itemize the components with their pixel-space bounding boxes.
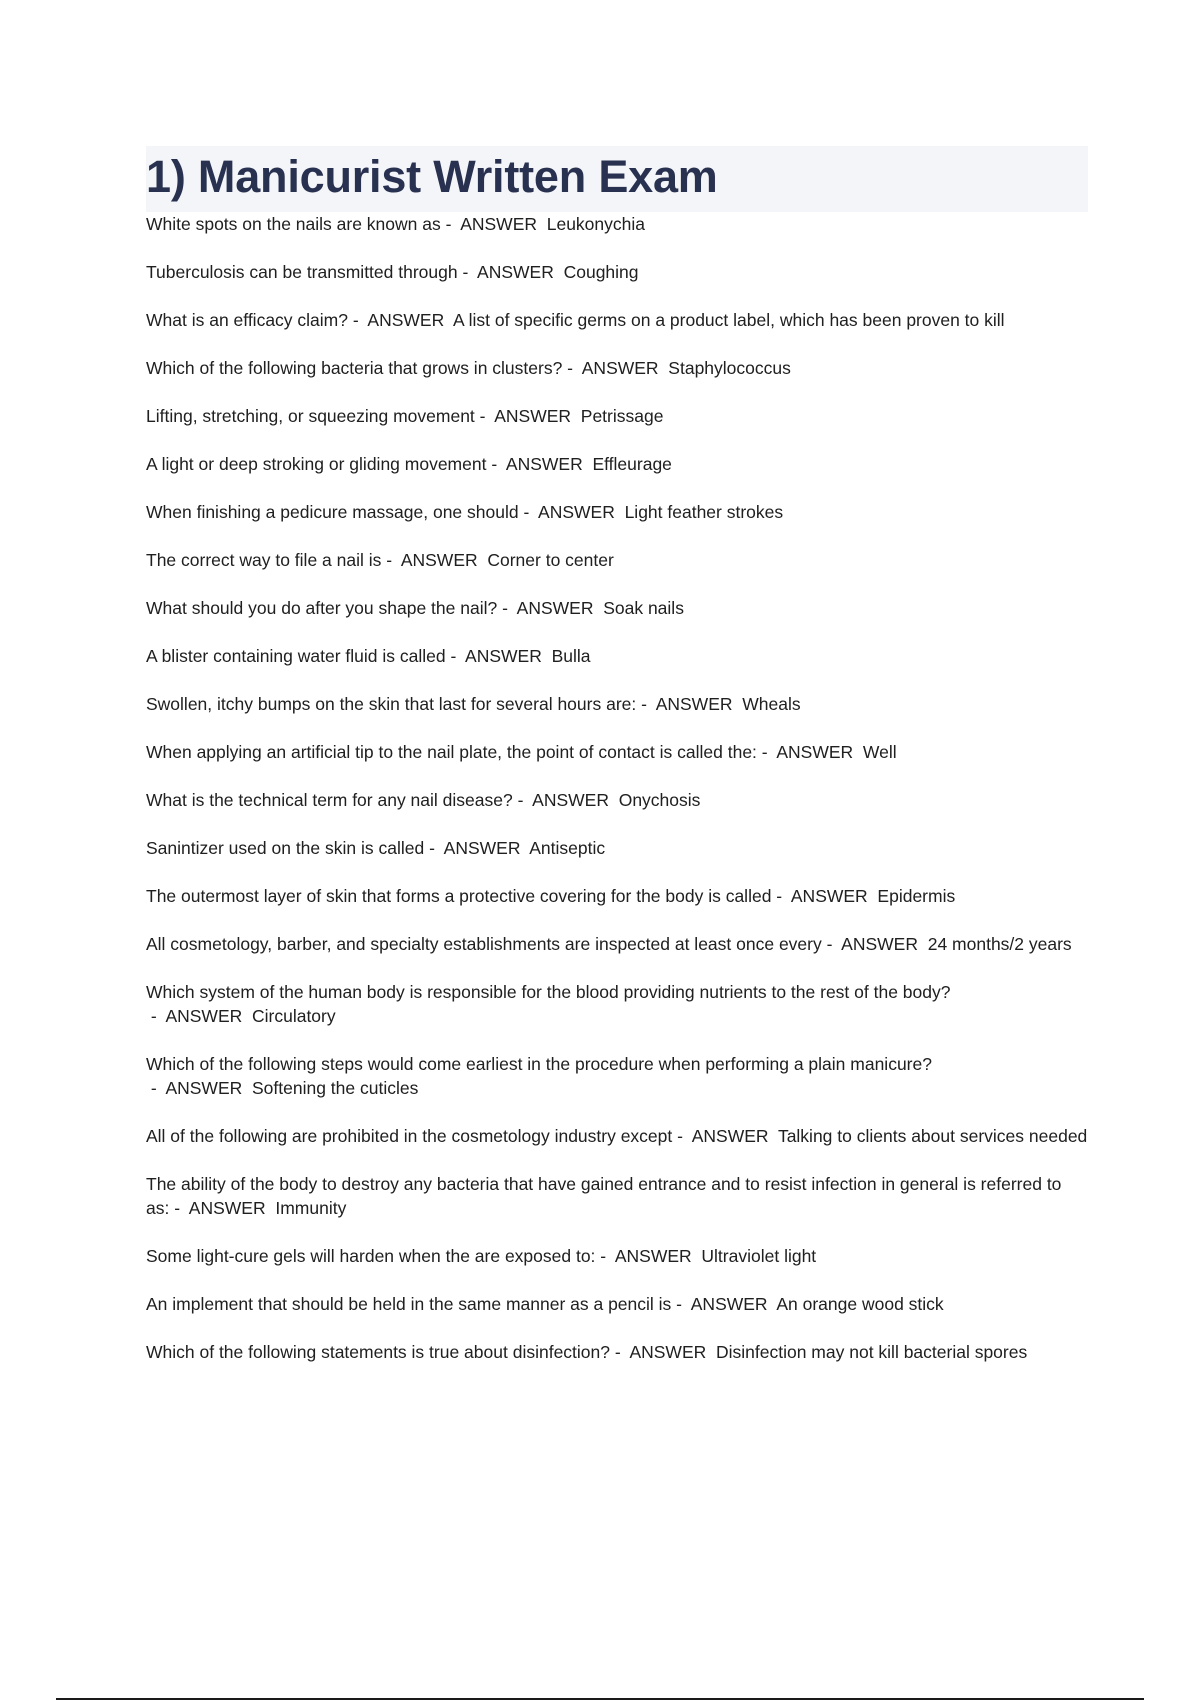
question-text: Swollen, itchy bumps on the skin that last for several hours are: xyxy=(146,694,637,714)
answer-separator: - ANSWER xyxy=(169,1198,276,1218)
answer-separator: - ANSWER xyxy=(672,1126,778,1146)
question-text: The ability of the body to destroy any bacteria that have gained entrance and to resist infection in general is referred to as: xyxy=(146,1174,1062,1218)
question-text: Which of the following statements is true about disinfection? xyxy=(146,1342,610,1362)
question-text: An implement that should be held in the same manner as a pencil is xyxy=(146,1294,672,1314)
question-text: All of the following are prohibited in the cosmetology industry except xyxy=(146,1126,673,1146)
qa-item xyxy=(146,1292,1088,1316)
qa-item xyxy=(146,308,1088,332)
qa-item xyxy=(146,1340,1088,1364)
answer-text: Well xyxy=(862,742,897,762)
answer-separator: - ANSWER xyxy=(518,502,625,522)
answer-separator: - ANSWER xyxy=(756,742,863,762)
qa-item xyxy=(146,692,1088,716)
question-text: Sanintizer used on the skin is called xyxy=(146,838,425,858)
question-text: Some light-cure gels will harden when the are exposed to: xyxy=(146,1246,596,1266)
question-text: The correct way to file a nail is xyxy=(146,550,382,570)
qa-item xyxy=(146,1052,1088,1100)
question-text: When applying an artificial tip to the nail plate, the point of contact is called the: xyxy=(146,742,757,762)
question-text: Which of the following steps would come earliest in the procedure when performing a plain manicure? xyxy=(146,1054,932,1074)
question-text: When finishing a pedicure massage, one should xyxy=(146,502,519,522)
answer-text: 24 months/2 years xyxy=(927,934,1072,954)
qa-list xyxy=(146,212,1088,1364)
answer-separator: - ANSWER xyxy=(595,1246,702,1266)
question-text: All cosmetology, barber, and specialty establishments are inspected at least once every xyxy=(146,934,822,954)
qa-item xyxy=(146,788,1088,812)
answer-text: Soak nails xyxy=(603,598,684,618)
answer-text: Coughing xyxy=(563,262,639,282)
qa-item xyxy=(146,548,1088,572)
answer-text: Light feather strokes xyxy=(624,502,784,522)
answer-text: Staphylococcus xyxy=(668,358,791,378)
answer-text: An orange wood stick xyxy=(776,1294,944,1314)
answer-text: Leukonychia xyxy=(546,214,646,234)
question-text: Which system of the human body is responsible for the blood providing nutrients to the rest of the body? xyxy=(146,982,951,1002)
document-title: 1) Manicurist Written Exam xyxy=(146,151,718,202)
qa-item xyxy=(146,260,1088,284)
answer-separator: - ANSWER xyxy=(771,886,878,906)
qa-item xyxy=(146,356,1088,380)
answer-text: Antiseptic xyxy=(529,838,606,858)
qa-item xyxy=(146,404,1088,428)
answer-separator: - ANSWER xyxy=(636,694,743,714)
answer-separator: - ANSWER xyxy=(671,1294,777,1314)
qa-item xyxy=(146,452,1088,476)
qa-item xyxy=(146,644,1088,668)
answer-separator: - ANSWER xyxy=(457,262,564,282)
answer-separator: - ANSWER xyxy=(440,214,547,234)
answer-separator: - ANSWER xyxy=(486,454,593,474)
qa-item xyxy=(146,212,1088,236)
answer-separator: - ANSWER xyxy=(562,358,669,378)
answer-text: Circulatory xyxy=(251,1006,336,1026)
question-text: The outermost layer of skin that forms a protective covering for the body is called xyxy=(146,886,772,906)
question-text: White spots on the nails are known as xyxy=(146,214,441,234)
question-text: What is an efficacy claim? xyxy=(146,310,348,330)
question-text: Lifting, stretching, or squeezing movement xyxy=(146,406,475,426)
qa-item xyxy=(146,740,1088,764)
answer-separator: - ANSWER xyxy=(146,1006,252,1026)
qa-item xyxy=(146,884,1088,908)
question-text: What should you do after you shape the nail? xyxy=(146,598,498,618)
answer-text: Ultraviolet light xyxy=(701,1246,817,1266)
answer-text: Petrissage xyxy=(580,406,664,426)
answer-separator: - ANSWER xyxy=(445,646,552,666)
question-text: A blister containing water fluid is called xyxy=(146,646,446,666)
answer-separator: - ANSWER xyxy=(347,310,454,330)
qa-item xyxy=(146,980,1088,1028)
answer-text: Talking to clients about services needed xyxy=(777,1126,1088,1146)
question-text: What is the technical term for any nail disease? xyxy=(146,790,513,810)
answer-text: Disinfection may not kill bacterial spores xyxy=(715,1342,1028,1362)
answer-separator: - ANSWER xyxy=(474,406,581,426)
qa-item xyxy=(146,596,1088,620)
answer-text: Onychosis xyxy=(618,790,701,810)
qa-item xyxy=(146,1244,1088,1268)
answer-text: Immunity xyxy=(275,1198,347,1218)
title-band xyxy=(146,146,1088,212)
answer-separator: - ANSWER xyxy=(512,790,619,810)
answer-text: Softening the cuticles xyxy=(251,1078,419,1098)
answer-text: Corner to center xyxy=(487,550,614,570)
qa-item xyxy=(146,1172,1088,1220)
answer-separator: - ANSWER xyxy=(821,934,928,954)
answer-text: Bulla xyxy=(551,646,591,666)
answer-separator: - ANSWER xyxy=(610,1342,716,1362)
qa-item xyxy=(146,500,1088,524)
answer-text: A list of specific germs on a product label, which has been proven to kill xyxy=(453,310,1005,330)
answer-separator: - ANSWER xyxy=(146,1078,252,1098)
qa-item xyxy=(146,836,1088,860)
answer-separator: - ANSWER xyxy=(381,550,488,570)
qa-item xyxy=(146,932,1088,956)
qa-item xyxy=(146,1124,1088,1148)
question-text: Which of the following bacteria that grows in clusters? xyxy=(146,358,563,378)
answer-text: Effleurage xyxy=(592,454,672,474)
answer-text: Epidermis xyxy=(877,886,956,906)
answer-separator: - ANSWER xyxy=(424,838,530,858)
question-text: A light or deep stroking or gliding movement xyxy=(146,454,487,474)
document-page xyxy=(146,146,1088,1388)
answer-text: Wheals xyxy=(742,694,801,714)
question-text: Tuberculosis can be transmitted through xyxy=(146,262,458,282)
answer-separator: - ANSWER xyxy=(497,598,604,618)
